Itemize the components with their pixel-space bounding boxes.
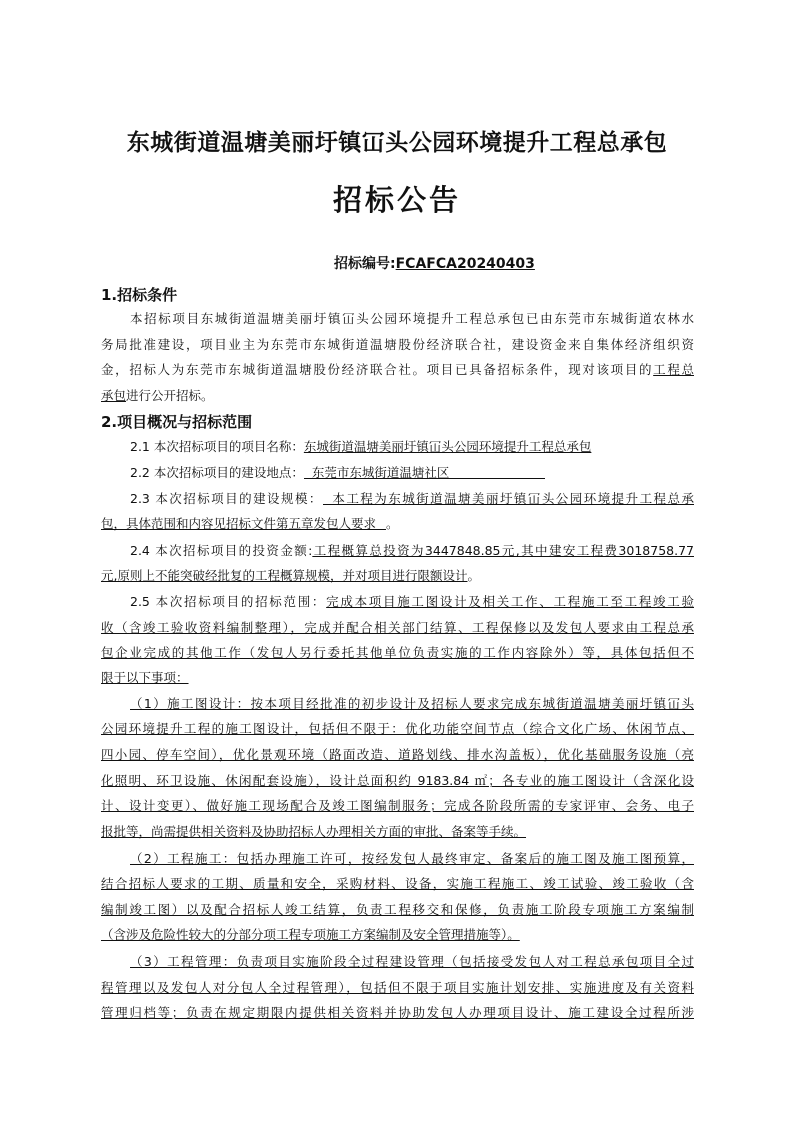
item-2-1: 2.1 本次招标项目的项目名称：东城街道温塘美丽圩镇冚头公园环境提升工程总承包 <box>130 439 592 454</box>
item-2-5-line-2: 收（含竣工验收资料编制整理），完成并配合相关部门结算、工程保修以及发包人要求由工程总承 <box>101 620 694 635</box>
tender-number-value: FCAFCA20240403 <box>395 256 535 272</box>
section1-line-1: 本招标项目东城街道温塘美丽圩镇冚头公园环境提升工程总承包已由东莞市东城街道农林水 <box>130 311 694 326</box>
item-2-5-line-4: 限于以下事项： <box>101 670 189 685</box>
p1-line-6: 报批等，尚需提供相关资料及协助招标人办理相关方面的审批、备案等手续。 <box>101 824 527 839</box>
p1-line-1: （1）施工图设计：按本项目经批准的初步设计及招标人要求完成东城街道温塘美丽圩镇冚头 <box>130 696 694 711</box>
item-2-3: 2.3 本次招标项目的建设规模： 本工程为东城街道温塘美丽圩镇冚头公园环境提升工程总承 <box>130 491 694 506</box>
p2-line-4: （含涉及危险性较大的分部分项工程专项施工方案编制及安全管理措施等）。 <box>101 927 520 942</box>
p3-line-2: 程管理以及发包人对分包人全过程管理），包括但不限于项目实施计划安排、实施进度及有关资料 <box>101 980 694 995</box>
section2-heading: 2.项目概况与招标范围 <box>101 413 253 431</box>
tender-number <box>334 253 535 273</box>
p3-line-1: （3）工程管理：负责项目实施阶段全过程建设管理（包括接受发包人对工程总承包项目全过 <box>130 954 694 969</box>
item-2-5: 2.5 本次招标项目的招标范围：完成本项目施工图设计及相关工作、工程施工至工程竣工验 <box>130 594 694 609</box>
p2-line-1: （2）工程施工：包括办理施工许可，按经发包人最终审定、备案后的施工图及施工图预算， <box>130 851 694 866</box>
p1-line-3: 四小园、停车空间），优化景观环境（路面改造、道路划线、排水沟盖板），优化基础服务设施（亮 <box>101 747 694 762</box>
section1-line-3: 金，招标人为东莞市东城街道温塘股份经济联合社。项目已具备招标条件，现对该项目的工程总 <box>101 362 694 377</box>
tender-number-label: 招标编号: <box>334 256 396 272</box>
section1-heading: 1.招标条件 <box>101 286 178 304</box>
section1-line-4: 承包进行公开招标。 <box>101 388 214 403</box>
section1-line-2: 务局批准建设，项目业主为东莞市东城街道温塘股份经济联合社，建设资金来自集体经济组织资 <box>101 337 694 352</box>
document-title: 东城街道温塘美丽圩镇冚头公园环境提升工程总承包 <box>126 130 668 156</box>
p3-line-3: 管理归档等；负责在规定期限内提供相关资料并协助发包人办理项目设计、施工建设全过程所涉 <box>101 1005 694 1020</box>
p1-line-5: 计、设计变更）、做好施工现场配合及竣工图编制服务；完成各阶段所需的专家评审、会务、电子 <box>101 798 694 813</box>
item-2-4: 2.4 本次招标项目的投资金额:工程概算总投资为3447848.85元,其中建安工程费3018758.77 <box>130 543 694 558</box>
p1-line-4: 化照明、环卫设施、休闲配套设施），设计总面积约 9183.84 ㎡；各专业的施工图设计（含深化设 <box>101 773 694 788</box>
p2-line-3: 编制竣工图）以及配合招标人竣工结算，负责工程移交和保修，负责施工阶段专项施工方案编制 <box>101 902 694 917</box>
item-2-2: 2.2 本次招标项目的建设地点： 东莞市东城街道温塘社区 <box>130 465 545 481</box>
item-2-5-line-3: 包企业完成的其他工作（发包人另行委托其他单位负责实施的工作内容除外）等，具体包括但不 <box>101 645 694 660</box>
item-2-3-cont: 包，具体范围和内容见招标文件第五章发包人要求 。 <box>101 516 399 531</box>
p2-line-2: 结合招标人要求的工期、质量和安全，采购材料、设备，实施工程施工、竣工试验、竣工验收（含 <box>101 876 694 891</box>
item-2-4-cont: 元,原则上不能突破经批复的工程概算规模，并对项目进行限额设计。 <box>101 568 480 583</box>
document-subtitle: 招标公告 <box>332 183 461 217</box>
p1-line-2: 公园环境提升工程的施工图设计，包括但不限于：优化功能空间节点（综合文化广场、休闲节点、 <box>101 721 694 736</box>
